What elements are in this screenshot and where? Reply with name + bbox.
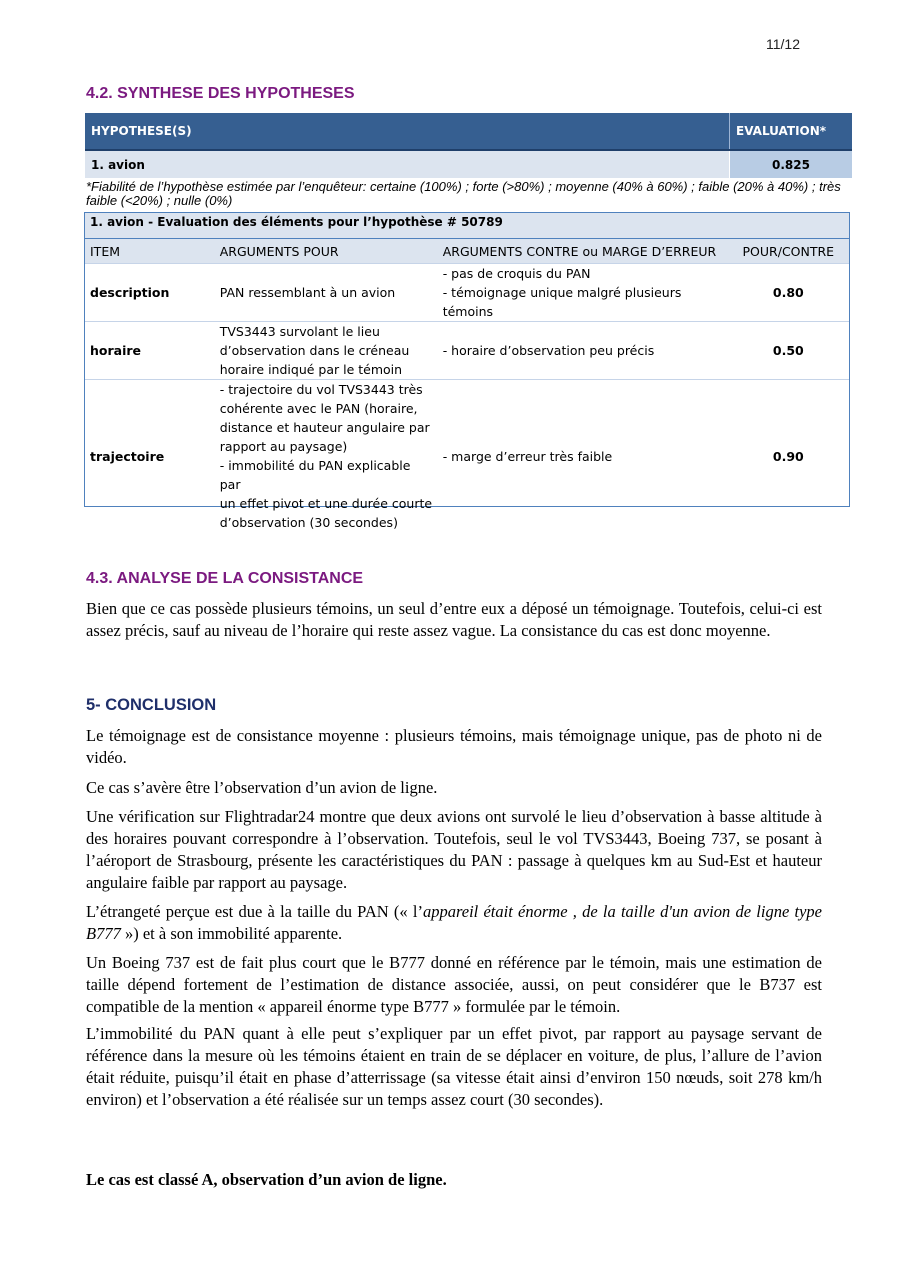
- score-cell: 0.50: [728, 322, 849, 380]
- pour-line: cohérente avec le PAN (horaire,: [219, 401, 418, 416]
- p4-start: L’étrangeté perçue est due à la taille du PAN (« l’: [86, 902, 423, 921]
- contre-line: témoins: [442, 304, 494, 319]
- table-row: [85, 322, 849, 380]
- section-heading-conclusion: 5- CONCLUSION: [86, 696, 217, 714]
- contre-line: - témoignage unique malgré plusieurs: [442, 285, 682, 300]
- table-row: [85, 150, 852, 178]
- conclusion-paragraph-1: Le témoignage est de consistance moyenne : plusieurs témoins, mais témoignage unique, pas de photo ni de vidéo.: [86, 726, 822, 767]
- table-row: [85, 264, 849, 322]
- page-number: 11/12: [766, 36, 800, 52]
- section-heading-consistance: 4.3. ANALYSE DE LA CONSISTANCE: [86, 570, 364, 587]
- p4-end: ») et à son immobilité apparente.: [120, 924, 343, 943]
- contre-line: - pas de croquis du PAN: [442, 266, 591, 281]
- table-row: [85, 380, 849, 533]
- pour-line: horaire indiqué par le témoin: [219, 362, 403, 377]
- conclusion-paragraph-3: Une vérification sur Flightradar24 montre que deux avions ont survolé le lieu d’observation à basse altitude à des horaires pouvant correspondre à l’observation. Toutefois, seul le vol TVS3443, Boeing 737, se posant à l’aéroport de Strasbourg, présente les caractéristiques du PAN : passage à quelques km au Sud-Est et hauteur angulaire faible par rapport au paysage.: [86, 807, 822, 892]
- contre-cell: [438, 264, 728, 322]
- item-cell: trajectoire: [85, 380, 215, 533]
- pour-line: PAN ressemblant à un avion: [219, 285, 396, 300]
- hypotheses-header-row: [85, 113, 852, 150]
- pour-line: d’observation (30 secondes): [219, 515, 398, 530]
- header-item: ITEM: [85, 239, 215, 264]
- conclusion-paragraph-6: L’immobilité du PAN quant à elle peut s’expliquer par un effet pivot, par rapport au paysage servant de référence dans la mesure où les témoins étaient en train de se déplacer en voiture, de plus, l’allure de l’avion était réduite, puisqu’il était en phase d’atterrissage (sa vitesse était ainsi d’environ 150 nœuds, soit 278 km/h environ) et l’observation a été réalisée sur un temps assez court (30 secondes).: [86, 1024, 822, 1109]
- pour-line: un effet pivot et une durée courte: [219, 496, 433, 511]
- final-classification: Le cas est classé A, observation d’un avion de ligne.: [86, 1170, 447, 1189]
- header-pour-contre: POUR/CONTRE: [728, 239, 849, 264]
- evaluation-table-box: [84, 212, 850, 530]
- header-evaluation: EVALUATION*: [730, 113, 853, 150]
- hypotheses-table: [85, 113, 852, 178]
- evaluation-header-row: [85, 239, 849, 264]
- pour-line: - trajectoire du vol TVS3443 très: [219, 382, 423, 397]
- consistance-paragraph: Bien que ce cas possède plusieurs témoins, un seul d’entre eux a déposé un témoignage. Toutefois, celui-ci est assez précis, sauf au niveau de l’horaire qui reste assez vague. La consistance du cas est donc moyenne.: [86, 599, 822, 640]
- pour-line: distance et hauteur angulaire par: [219, 420, 430, 435]
- contre-cell: [438, 380, 728, 533]
- evaluation-cell: 0.825: [730, 150, 853, 178]
- pour-line: TVS3443 survolant le lieu: [219, 324, 380, 339]
- item-cell: horaire: [85, 322, 215, 380]
- pour-cell: [215, 322, 438, 380]
- hypothesis-cell: 1. avion: [85, 150, 730, 178]
- pour-cell: [215, 264, 438, 322]
- pour-line: rapport au paysage): [219, 439, 348, 454]
- score-cell: 0.80: [728, 264, 849, 322]
- witness-quote: appareil était énorme , de la taille d'un avion de ligne type B777: [86, 902, 822, 943]
- score-cell: 0.90: [728, 380, 849, 533]
- conclusion-paragraph-5: Un Boeing 737 est de fait plus court que le B777 donné en référence par le témoin, mais une estimation de taille dépend fortement de l’estimation de distance associée, aussi, on peut considérer que le B737 est compatible de la mention « appareil énorme type B777 » formulée par le témoin.: [86, 953, 822, 1016]
- pour-line: - immobilité du PAN explicable par: [219, 458, 411, 492]
- item-cell: description: [85, 264, 215, 322]
- conclusion-paragraph-2: Ce cas s’avère être l’observation d’un avion de ligne.: [86, 778, 438, 797]
- conclusion-paragraph-4: [86, 901, 822, 945]
- pour-line: d’observation dans le créneau: [219, 343, 410, 358]
- contre-line: - horaire d’observation peu précis: [442, 343, 655, 358]
- header-hypothesis: HYPOTHESE(S): [85, 113, 730, 150]
- evaluation-table: [85, 239, 849, 532]
- evaluation-table-title: 1. avion - Evaluation des éléments pour l’hypothèse # 50789: [85, 213, 849, 239]
- header-arguments-pour: ARGUMENTS POUR: [215, 239, 438, 264]
- contre-cell: [438, 322, 728, 380]
- header-arguments-contre: ARGUMENTS CONTRE ou MARGE D’ERREUR: [438, 239, 728, 264]
- pour-cell: [215, 380, 438, 533]
- section-heading-synthese: 4.2. SYNTHESE DES HYPOTHESES: [86, 85, 355, 102]
- reliability-footnote: *Fiabilité de l’hypothèse estimée par l’enquêteur: certaine (100%) ; forte (>80%) ; moyenne (40% à 60%) ; faible (20% à 40%) ; très faible (<20%) ; nulle (0%): [86, 179, 841, 208]
- contre-line: - marge d’erreur très faible: [442, 448, 613, 464]
